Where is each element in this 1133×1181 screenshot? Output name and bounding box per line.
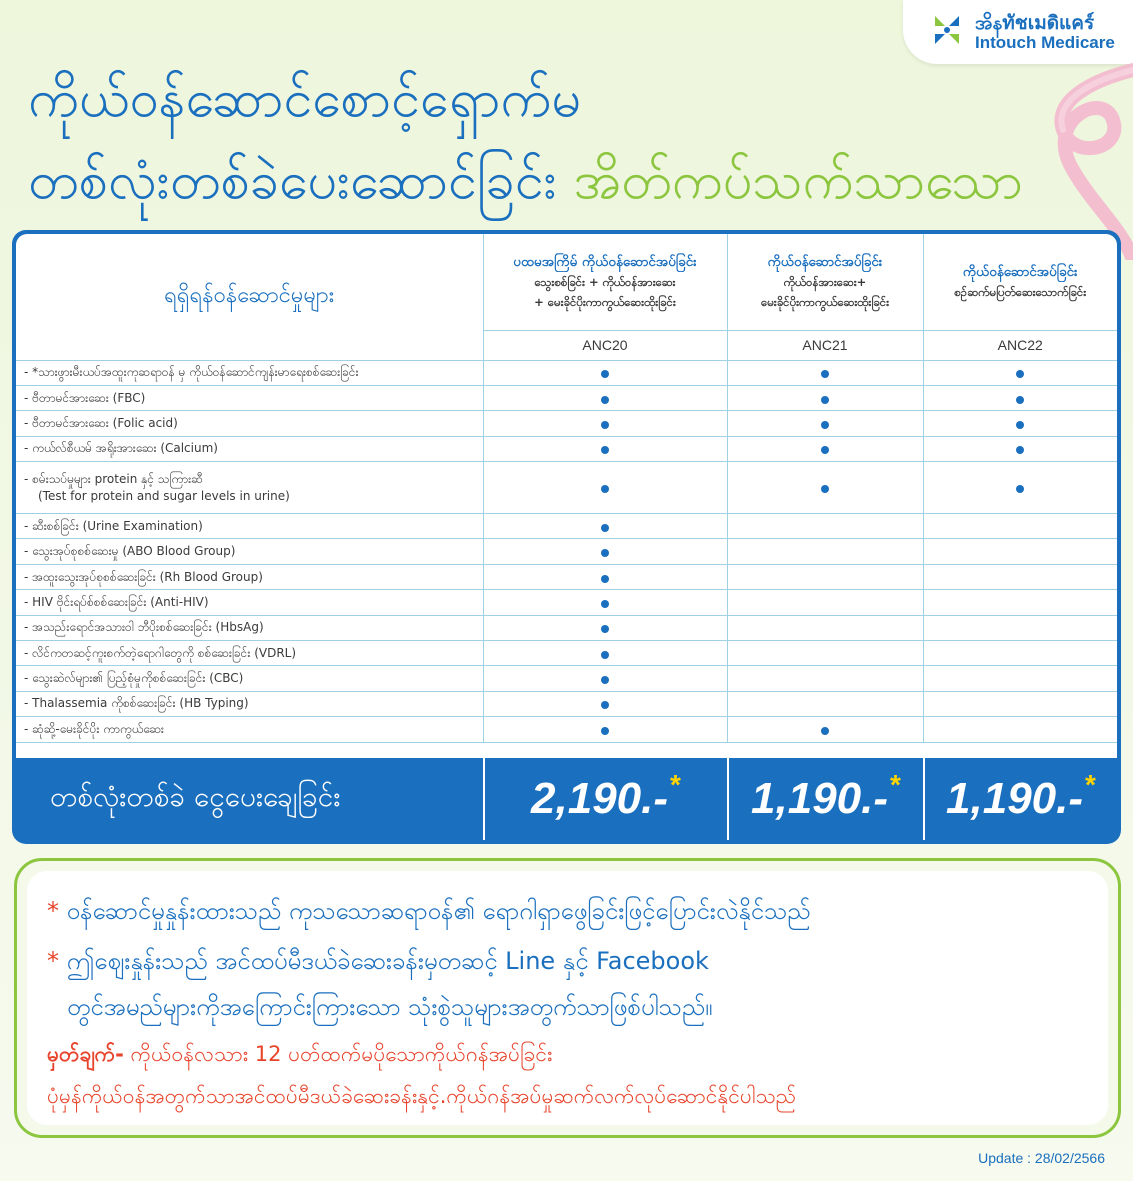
price-value: 1,190.- [946,774,1084,823]
package-header-anc21 [727,234,923,330]
package-title: ပထမအကြိမ် ကိုယ်ဝန်ဆောင်အပ်ခြင်း [513,253,697,270]
included-cell-anc21 [727,691,923,716]
included-cell-anc20 [483,514,727,539]
package-code: ANC20 [483,330,727,360]
price-anc22 [923,758,1117,840]
price-anc20 [483,758,727,840]
included-dot-icon [821,727,829,735]
service-name [16,590,483,615]
included-dot-icon [1016,370,1024,378]
included-dot-icon [821,446,829,454]
note-1-text: ဝန်ဆောင်မှုနှုန်းထားသည် ကုသသောဆရာဝန်၏ ရောဂါရှာဖွေခြင်းဖြင့်ပြောင်းလဲနိုင်သည် [66,897,811,925]
remark-1-text: ကိုယ်ဝန်လသား 12 ပတ်ထက်မပိုသောကိုယ်ဂန်အပ်ခြင်း [130,1042,553,1066]
table-row [16,666,1117,691]
included-dot-icon [1016,421,1024,429]
included-cell-anc22 [923,539,1117,564]
included-cell-anc22 [923,717,1117,742]
service-label: - အသည်းရောင်အသားဝါ ဘီပိုးစစ်ဆေးခြင်း (HbsAg) [24,620,264,635]
included-cell-anc22 [923,436,1117,461]
table-row [16,717,1117,742]
service-label: - Thalassemia ကိုစစ်ဆေးခြင်း (HB Typing) [24,696,249,711]
included-cell-anc20 [483,590,727,615]
logo-mark-icon [927,10,967,50]
included-cell-anc21 [727,411,923,436]
service-label: - သွေးဆဲလ်များ၏ ပြည့်စုံမှုကိုစစ်ဆေးခြင်း (CBC) [24,671,244,686]
package-title: ကိုယ်ဝန်ဆောင်အပ်ခြင်း [962,263,1078,280]
included-cell-anc22 [923,590,1117,615]
included-dot-icon [601,396,609,404]
asterisk-mark: * [890,769,901,800]
package-desc: + မေးခိုင်ပိုးကာကွယ်ဆေးထိုးခြင်း [534,294,676,309]
included-dot-icon [1016,446,1024,454]
note-2 [47,945,709,981]
included-cell-anc20 [483,615,727,640]
remark-lead: မှတ်ချက်- [47,1042,124,1066]
package-header-anc22 [923,234,1117,330]
service-label: - အထူးသွေးအုပ်စုစစ်ဆေးခြင်း (Rh Blood Group) [24,569,263,584]
included-dot-icon [601,727,609,735]
service-name [16,641,483,666]
included-cell-anc21 [727,360,923,385]
included-cell-anc20 [483,564,727,589]
service-name [16,691,483,716]
included-cell-anc21 [727,436,923,461]
package-desc: ကိုယ်ဝန်အားဆေး+ [783,274,867,289]
included-cell-anc20 [483,385,727,410]
included-cell-anc21 [727,666,923,691]
included-cell-anc20 [483,539,727,564]
asterisk-mark: * [670,769,681,800]
service-name [16,666,483,691]
package-title: ကိုယ်ဝန်ဆောင်အပ်ခြင်း [767,253,883,270]
service-name [16,717,483,742]
package-desc: သွေးစစ်ခြင်း + ကိုယ်ဝန်အားဆေး [534,274,676,289]
price-value: 1,190.- [751,774,889,823]
included-dot-icon [821,485,829,493]
included-cell-anc20 [483,411,727,436]
included-dot-icon [601,701,609,709]
service-sublabel: (Test for protein and sugar levels in urine) [38,488,290,503]
included-cell-anc22 [923,514,1117,539]
update-date: Update : 28/02/2566 [978,1150,1105,1166]
service-label: - စမ်းသပ်မှုများ protein နှင့် သကြားဆီ [24,471,203,486]
brand-name-my: အိနทัชเมดิแคร์ [975,12,1095,34]
included-cell-anc20 [483,462,727,514]
headline-line2 [28,148,1023,224]
service-name [16,564,483,589]
included-dot-icon [601,600,609,608]
service-label: - *သားဖွားမီးယပ်အထူးကုဆရာဝန် မှ ကိုယ်ဝန်ဆောင်ကျန်းမာရေးစစ်ဆေးခြင်း [24,365,359,380]
included-dot-icon [601,421,609,429]
remark-line-1 [47,1041,552,1072]
package-code: ANC21 [727,330,923,360]
service-label: - ဆီးစစ်ခြင်း (Urine Examination) [24,518,203,533]
included-cell-anc20 [483,641,727,666]
included-cell-anc21 [727,564,923,589]
included-cell-anc22 [923,385,1117,410]
included-cell-anc20 [483,691,727,716]
package-table [12,230,1121,844]
service-label: - ကယ်လ်စီယမ် အရိုးအားဆေး (Calcium) [24,441,218,456]
note-1 [47,895,810,931]
table-row [16,590,1117,615]
included-dot-icon [601,485,609,493]
service-name [16,411,483,436]
headline-line2-main: တစ်လုံးတစ်ခဲပေးဆောင်ခြင်း [28,151,557,211]
asterisk-mark: * [1085,769,1096,800]
note-2-continued: တွင်အမည်များကိုအကြောင်းကြားသော သုံးစွဲသူများအတွက်သာဖြစ်ပါသည်။ [67,993,713,1021]
price-value: 2,190.- [531,774,669,823]
service-name [16,462,483,514]
included-dot-icon [601,625,609,633]
table-row [16,385,1117,410]
table-row [16,360,1117,385]
price-row [16,758,1117,840]
included-cell-anc22 [923,564,1117,589]
included-dot-icon [821,396,829,404]
package-table-body [16,234,1117,758]
included-dot-icon [1016,396,1024,404]
included-cell-anc22 [923,666,1117,691]
included-dot-icon [601,676,609,684]
included-cell-anc21 [727,615,923,640]
included-cell-anc21 [727,514,923,539]
note-2-text: ဤဈေးနှုန်းသည် အင်ထပ်မီဒယ်ခဲဆေးခန်းမှတဆင့် Line နှင့် Facebook [66,947,709,975]
included-cell-anc20 [483,436,727,461]
included-cell-anc20 [483,360,727,385]
service-label: - ဗီတာမင်အားဆေး (FBC) [24,390,146,405]
package-header-anc20 [483,234,727,330]
note-mark: * [47,947,59,975]
service-label: - ဗီတာမင်အားဆေး (Folic acid) [24,415,178,430]
headline-line2-accent: အိတ်ကပ်သက်သာသော [573,151,1023,211]
included-cell-anc22 [923,411,1117,436]
price-anc21 [727,758,923,840]
included-cell-anc22 [923,462,1117,514]
service-rows [16,360,1117,742]
included-dot-icon [601,651,609,659]
included-cell-anc21 [727,717,923,742]
included-cell-anc21 [727,590,923,615]
included-dot-icon [601,575,609,583]
included-cell-anc20 [483,666,727,691]
service-name [16,615,483,640]
remark-line-2: ပုံမှန်ကိုယ်ဝန်အတွက်သာအင်ထပ်မီဒယ်ခဲဆေးခန်းနှင့်.ကိုယ်ဂန်အပ်မှုဆက်လက်လုပ်ဆောင်နိုင်ပါသည် [47,1084,797,1108]
included-dot-icon [821,370,829,378]
table-row [16,691,1117,716]
table-row [16,641,1117,666]
table-row [16,411,1117,436]
notes-inner [27,871,1108,1125]
included-dot-icon [601,370,609,378]
service-column-header: ရရှိရန်ဝန်ဆောင်မှုများ [16,234,483,360]
brand-logo [903,0,1133,64]
included-cell-anc21 [727,462,923,514]
table-row [16,462,1117,514]
included-cell-anc21 [727,641,923,666]
services-grid [16,234,1117,743]
service-label: - HIV ဗိုင်းရပ်စ်စစ်ဆေးခြင်း (Anti-HIV) [24,594,209,609]
headline-line1: ကိုယ်ဝန်ဆောင်စောင့်ရှောက်မ [28,69,581,129]
service-name [16,539,483,564]
included-cell-anc21 [727,539,923,564]
included-dot-icon [601,524,609,532]
note-mark: * [47,897,59,925]
included-cell-anc22 [923,641,1117,666]
service-name [16,436,483,461]
table-row [16,514,1117,539]
service-name [16,514,483,539]
package-desc: စဉ်ဆက်မပြတ်ဆေးသောက်ခြင်း [954,284,1087,299]
brand-name-en: Intouch Medicare [975,33,1115,52]
service-name [16,360,483,385]
included-cell-anc20 [483,717,727,742]
included-dot-icon [1016,485,1024,493]
table-row [16,564,1117,589]
included-cell-anc22 [923,691,1117,716]
table-row [16,615,1117,640]
table-row [16,539,1117,564]
table-row [16,436,1117,461]
included-dot-icon [601,549,609,557]
included-cell-anc22 [923,615,1117,640]
included-dot-icon [821,421,829,429]
service-label: - လိင်ကတဆင့်ကူးစက်တဲ့ရောဂါတွေကို စစ်ဆေးခြင်း (VDRL) [24,645,297,660]
service-label: - သွေးအုပ်စုစစ်ဆေးမှု (ABO Blood Group) [24,544,236,559]
service-name [16,385,483,410]
notes-box [14,858,1121,1138]
package-code: ANC22 [923,330,1117,360]
price-label: တစ်လုံးတစ်ခဲ ငွေပေးချေခြင်း [50,780,341,813]
included-cell-anc22 [923,360,1117,385]
included-dot-icon [601,446,609,454]
included-cell-anc21 [727,385,923,410]
package-desc: မေးခိုင်ပိုးကာကွယ်ဆေးထိုးခြင်း [760,294,890,309]
service-label: - ဆုံဆို့-မေးခိုင်ပိုး ကာကွယ်ဆေး [24,721,164,736]
